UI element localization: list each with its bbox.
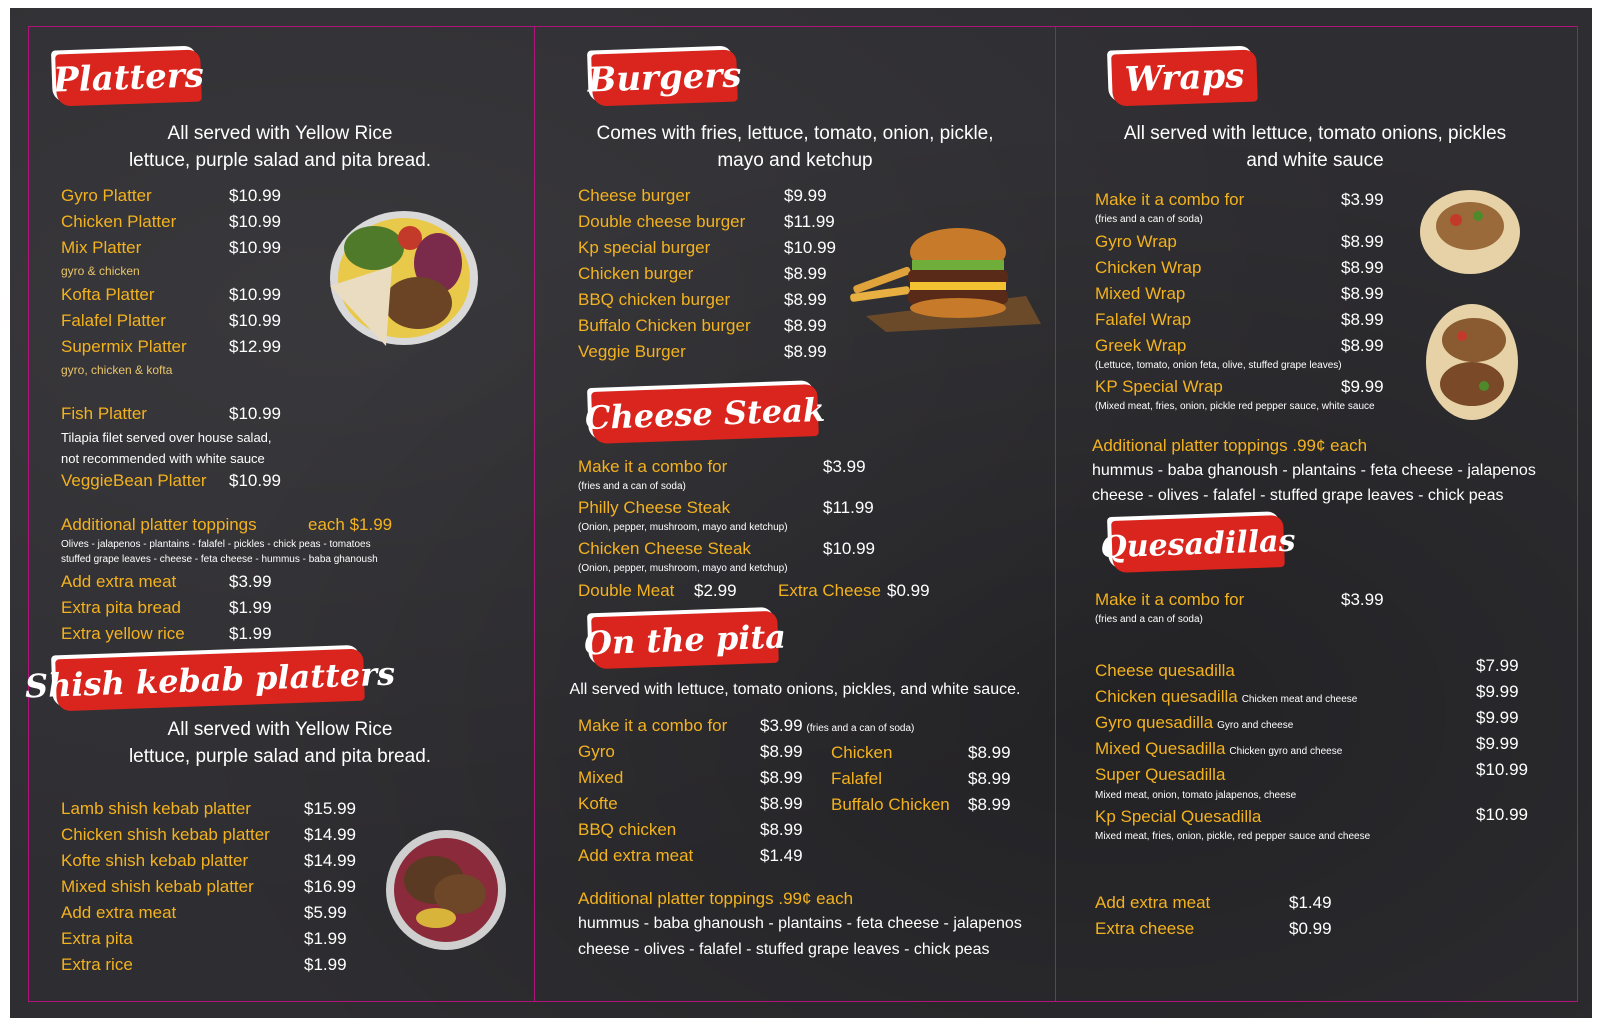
menu-item-note: Mixed meat, onion, tomato jalapenos, cheese xyxy=(1095,790,1297,801)
menu-item-price: $3.99 xyxy=(229,572,272,591)
shish-intro: All served with Yellow Rice lettuce, purple salad and pita bread. xyxy=(128,719,432,767)
menu-item-note: (fries and a can of soda) xyxy=(578,481,686,492)
menu-item-price: $10.99 xyxy=(229,238,281,257)
menu-item-name: Add extra meat xyxy=(578,846,694,865)
menu-item-price: $8.99 xyxy=(1341,232,1384,251)
menu-item-note: (Onion, pepper, mushroom, mayo and ketchup) xyxy=(578,563,788,574)
menu-item-name: VeggieBean Platter xyxy=(61,471,207,490)
menu-item-note: (Onion, pepper, mushroom, mayo and ketchup) xyxy=(578,522,788,533)
menu-item-price: $9.99 xyxy=(1476,682,1519,701)
menu-item-price: $0.99 xyxy=(887,581,930,600)
menu-item-name: Gyro Platter xyxy=(61,186,152,205)
menu-item-name: Chicken quesadilla Chicken meat and cheese xyxy=(1095,687,1358,706)
menu-item-price: $9.99 xyxy=(784,186,827,205)
menu-item-price: $3.99 xyxy=(1341,190,1384,209)
menu-item-name: Double cheese burger xyxy=(578,212,746,231)
menu-item-name: Chicken burger xyxy=(578,264,694,283)
cheese-steak-banner: Cheese Steak xyxy=(591,384,819,444)
burger-photo xyxy=(846,226,1046,334)
wrap-photo xyxy=(1416,186,1524,278)
toppings-label: Additional platter toppings .99¢ each xyxy=(1092,436,1368,455)
menu-item-note: gyro, chicken & kofta xyxy=(61,363,173,377)
menu-item-price: $16.99 xyxy=(304,877,356,896)
platters-intro: All served with Yellow Rice lettuce, purple salad and pita bread. xyxy=(128,123,432,171)
menu-item-price: $8.99 xyxy=(760,742,803,761)
quesadillas-banner: Quesadillas xyxy=(1111,515,1285,573)
menu-item-price: $9.99 xyxy=(1476,734,1519,753)
menu-item-price: $8.99 xyxy=(1341,336,1384,355)
menu-item-price: $1.99 xyxy=(229,598,272,617)
menu-item-price: $10.99 xyxy=(784,238,836,257)
menu-item-price: $2.99 xyxy=(694,581,737,600)
menu-item-name: Greek Wrap xyxy=(1095,336,1187,355)
menu-item-name: Chicken shish kebab platter xyxy=(61,825,270,844)
menu-item-name: Cheese burger xyxy=(578,186,691,205)
menu-item-name: Mixed Quesadilla Chicken gyro and cheese xyxy=(1095,739,1343,758)
menu-item-note: (Lettuce, tomato, onion feta, olive, stuffed grape leaves) xyxy=(1095,360,1342,371)
menu-item-note: (fries and a can of soda) xyxy=(1095,214,1203,225)
menu-item-name: Falafel Wrap xyxy=(1095,310,1192,329)
menu-item-price: $10.99 xyxy=(1476,805,1528,824)
menu-item-name: Veggie Burger xyxy=(578,342,686,361)
menu-item-name: Gyro quesadilla Gyro and cheese xyxy=(1095,713,1294,732)
menu-item-note: (fries and a can of soda) xyxy=(1095,614,1203,625)
toppings-list: hummus - baba ghanoush - plantains - feta cheese - jalapenos xyxy=(578,915,1022,932)
menu-item-name: Make it a combo for xyxy=(1095,590,1245,609)
column-divider xyxy=(534,26,535,1002)
menu-item-name: Fish Platter xyxy=(61,404,147,423)
menu-item-name: Kp special burger xyxy=(578,238,711,257)
menu-item-name: Extra pita xyxy=(61,929,133,948)
menu-item-price: $10.99 xyxy=(229,471,281,490)
menu-item-name: BBQ chicken burger xyxy=(578,290,731,309)
column-divider xyxy=(1055,26,1056,1002)
wrap-photo xyxy=(1418,300,1526,424)
toppings-list: cheese - olives - falafel - stuffed grape leaves - chick peas xyxy=(578,941,990,958)
platters-banner: Platters xyxy=(55,49,202,106)
toppings-list: cheese - olives - falafel - stuffed grape leaves - chick peas xyxy=(1092,487,1504,504)
menu-item-name: Extra yellow rice xyxy=(61,624,185,643)
menu-item-name: Kofta Platter xyxy=(61,285,155,304)
menu-item-price: $10.99 xyxy=(229,212,281,231)
menu-item-name: Gyro Wrap xyxy=(1095,232,1177,251)
menu-item-name: BBQ chicken xyxy=(578,820,677,839)
menu-item-price: $8.99 xyxy=(784,264,827,283)
menu-item-price: $9.99 xyxy=(1341,377,1384,396)
menu-item-price: $8.99 xyxy=(784,342,827,361)
menu-item-name: Super Quesadilla xyxy=(1095,765,1226,784)
menu-item-name: Mixed shish kebab platter xyxy=(61,877,254,896)
menu-item-price: $8.99 xyxy=(760,794,803,813)
menu-item-name: Make it a combo for xyxy=(1095,190,1245,209)
menu-item-price: $1.99 xyxy=(304,955,347,974)
menu-item-price: $8.99 xyxy=(968,769,1011,788)
menu-item-name: Extra rice xyxy=(61,955,133,974)
menu-item-price: $8.99 xyxy=(760,820,803,839)
menu-item-name: Falafel xyxy=(831,769,883,788)
menu-item-price: $8.99 xyxy=(784,316,827,335)
menu-item-price: $0.99 xyxy=(1289,919,1332,938)
menu-item-desc: Tilapia filet served over house salad, not recommended with white sauce xyxy=(61,430,272,466)
menu-item-price: $10.99 xyxy=(229,311,281,330)
menu-item-price: $11.99 xyxy=(823,498,874,517)
menu-item-name: Supermix Platter xyxy=(61,337,187,356)
menu-item-price: $8.99 xyxy=(968,795,1011,814)
menu-item-name: Cheese quesadilla xyxy=(1095,661,1235,680)
menu-item-price: $10.99 xyxy=(1476,760,1528,779)
menu-item-name: Add extra meat xyxy=(61,903,177,922)
menu-item-name: Kp Special Quesadilla xyxy=(1095,807,1262,826)
toppings-list: stuffed grape leaves - cheese - feta cheese - hummus - baba ghanoush xyxy=(61,554,378,565)
menu-item-name: Mix Platter xyxy=(61,238,142,257)
menu-item-name: Mixed xyxy=(578,768,624,787)
menu-item-price: $11.99 xyxy=(784,212,835,231)
menu-item-price: $5.99 xyxy=(304,903,347,922)
menu-item-name: Falafel Platter xyxy=(61,311,166,330)
menu-item-name: Make it a combo for xyxy=(578,457,728,476)
menu-item-price: $3.99 xyxy=(823,457,866,476)
menu-item-price: $8.99 xyxy=(784,290,827,309)
menu-item-name: Add extra meat xyxy=(61,572,177,591)
menu-item-price: $9.99 xyxy=(1476,708,1519,727)
menu-item-price: $7.99 xyxy=(1476,656,1519,675)
toppings-label: Additional platter toppings .99¢ each xyxy=(578,889,854,908)
menu-item-price: $10.99 xyxy=(229,404,281,423)
menu-item-price: $10.99 xyxy=(229,186,281,205)
on-the-pita-banner: On the pita xyxy=(591,611,779,669)
pita-intro: All served with lettuce, tomato onions, pickles, and white sauce. xyxy=(569,681,1021,698)
menu-item-name: Make it a combo for xyxy=(578,716,728,735)
toppings-list: Olives - jalapenos - plantains - falafel - pickles - chick peas - tomatoes xyxy=(61,539,371,550)
menu-item-note: gyro & chicken xyxy=(61,264,140,278)
menu-item-price: $8.99 xyxy=(1341,284,1384,303)
menu-item-note: (Mixed meat, fries, onion, pickle red pepper sauce, white sauce xyxy=(1095,401,1375,412)
menu-item-name: Extra Cheese xyxy=(778,581,881,600)
menu-item-price: $10.99 xyxy=(823,539,875,558)
menu-item-name: Chicken Wrap xyxy=(1095,258,1202,277)
menu-item-price: $8.99 xyxy=(1341,258,1384,277)
menu-item-price: $3.99 (fries and a can of soda) xyxy=(760,716,915,735)
menu-item-price: $15.99 xyxy=(304,799,356,818)
wraps-intro: All served with lettuce, tomato onions, pickles and white sauce xyxy=(1123,123,1507,171)
menu-item-price: $8.99 xyxy=(1341,310,1384,329)
menu-item-price: $1.49 xyxy=(1289,893,1332,912)
menu-item-price: $8.99 xyxy=(968,743,1011,762)
menu-item-name: Mixed Wrap xyxy=(1095,284,1186,303)
menu-item-price: $10.99 xyxy=(229,285,281,304)
menu-item-name: Chicken Cheese Steak xyxy=(578,539,751,558)
burgers-intro: Comes with fries, lettuce, tomato, onion, pickle, mayo and ketchup xyxy=(596,123,994,171)
platter-photo xyxy=(328,208,480,348)
menu-item-name: Lamb shish kebab platter xyxy=(61,799,251,818)
menu-item-name: Chicken Platter xyxy=(61,212,177,231)
shish-kebab-banner: Shish kebab platters xyxy=(55,649,365,712)
kebab-photo xyxy=(384,828,508,952)
menu-item-name: Extra pita bread xyxy=(61,598,182,617)
toppings-price: each $1.99 xyxy=(308,515,393,534)
menu-item-name: Chicken xyxy=(831,743,893,762)
wraps-banner: Wraps xyxy=(1111,49,1258,106)
menu-item-name: Add extra meat xyxy=(1095,893,1211,912)
menu-item-note: Mixed meat, fries, onion, pickle, red pepper sauce and cheese xyxy=(1095,831,1371,842)
burgers-banner: Burgers xyxy=(591,49,738,106)
toppings-label: Additional platter toppings xyxy=(61,515,257,534)
menu-item-name: Kofte xyxy=(578,794,618,813)
menu-item-name: Philly Cheese Steak xyxy=(578,498,731,517)
toppings-list: hummus - baba ghanoush - plantains - feta cheese - jalapenos xyxy=(1092,462,1536,479)
menu-item-price: $3.99 xyxy=(1341,590,1384,609)
menu-item-name: Buffalo Chicken xyxy=(831,795,950,814)
menu-item-name: Extra cheese xyxy=(1095,919,1195,938)
menu-item-name: Double Meat xyxy=(578,581,675,600)
menu-item-price: $1.99 xyxy=(304,929,347,948)
menu-item-price: $1.99 xyxy=(229,624,272,643)
menu-item-price: $8.99 xyxy=(760,768,803,787)
menu-item-name: Gyro xyxy=(578,742,615,761)
menu-item-name: Buffalo Chicken burger xyxy=(578,316,751,335)
menu-item-price: $12.99 xyxy=(229,337,281,356)
menu-item-price: $14.99 xyxy=(304,851,356,870)
menu-item-price: $14.99 xyxy=(304,825,356,844)
menu-item-price: $1.49 xyxy=(760,846,803,865)
menu-item-name: Kofte shish kebab platter xyxy=(61,851,249,870)
menu-item-name: KP Special Wrap xyxy=(1095,377,1223,396)
